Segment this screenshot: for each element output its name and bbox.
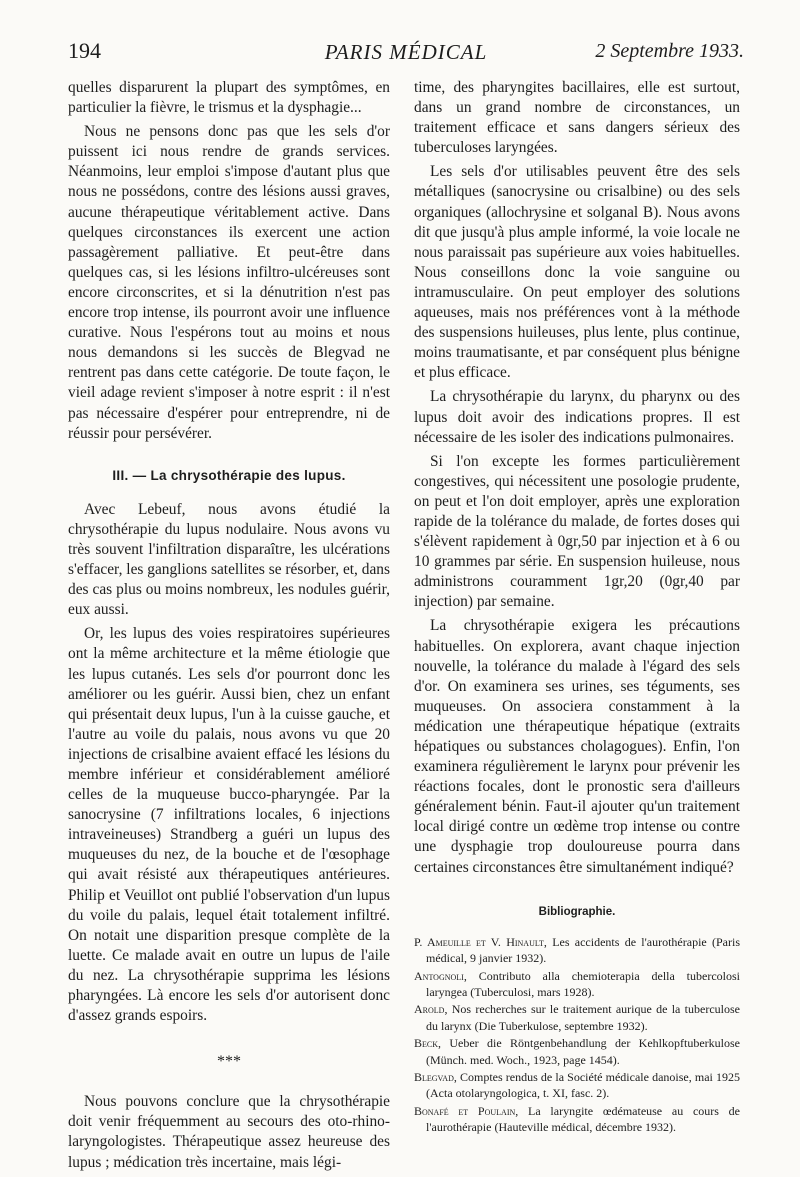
paragraph: quelles disparurent la plupart des symptômes, en particulier la fièvre, le trismus et la dysphagie...	[68, 79, 390, 117]
bibliography-list	[414, 934, 740, 1136]
issue-date: 2 Septembre 1933.	[595, 40, 744, 62]
bibliography-entry: Antognoli, Contributo alla chemioterapia della tubercolosi laryngea (Tuberculosi, mars 1928).	[414, 968, 740, 999]
bibliography-entry: Blegvad, Comptes rendus de la Société médicale danoise, mai 1925 (Acta otolaryngologica, t. XI, fasc. 2).	[414, 1070, 740, 1101]
paragraph: Si l'on excepte les formes particulièrement congestives, qui nécessitent une posologie prudente, on peut et l'on doit employer, après une exploration rapide de la tolérance du malade, de fortes doses qui s'élèvent rapidement à 0gr,50 par injection et à 6 ou 10 grammes par série. En suspension huileuse, nous administrons couramment 1gr,20 (0gr,40 par injection) par semaine.	[414, 452, 740, 611]
paragraph: La chrysothérapie du larynx, du pharynx ou des lupus doit avoir des indications propres. Il est nécessaire de les isoler des indications pulmonaires.	[414, 388, 740, 446]
paragraph: time, des pharyngites bacillaires, elle est surtout, dans un grand nombre de circonstances, un traitement efficace et sans dangers sérieux des tuberculoses laryngées.	[414, 79, 740, 157]
paragraph: Nous ne pensons donc pas que les sels d'or puissent ici nous rendre de grands services. Néanmoins, leur emploi s'impose d'autant plus que nous ne possédons, contre des lésions aussi graves, aucune thérapeutique véritablement active. Dans quelques circonstances ils exercent une action passagèrement palliative. Et peut-être dans quelques cas, si les lésions infiltro-ulcéreuses sont encore circonscrites, et si la dénutrition n'est pas encore trop intense, ils pourront avoir une influence curative. Nous l'espérons tout au moins et nous nous demandons si les succès de Blegvad ne rentrent pas dans cette catégorie. De toute façon, le vieil adage revient s'imposer à notre esprit : il n'est pas nécessaire d'espérer pour entreprendre, ni de réussir pour persévérer.	[68, 123, 390, 442]
paragraph: Nous pouvons conclure que la chrysothérapie doit venir fréquemment au secours des oto-rhino-laryngologistes. Thérapeutique assez heureuse des lupus ; médication très incertaine, mais légi-	[68, 1093, 390, 1171]
bibliography-heading: Bibliographie.	[538, 905, 616, 918]
bibliography-entry: P. Ameuille et V. Hinault, Les accidents de l'aurothérapie (Paris médical, 9 janvier 1932).	[414, 934, 741, 966]
asterism-divider: ***	[217, 1053, 241, 1071]
paragraph: La chrysothérapie exigera les précautions habituelles. On explorera, avant chaque injection nouvelle, la tolérance du malade à l'égard des sels d'or. On examinera ses urines, ses téguments, ses muqueuses. On associera constamment à la médication une thérapeutique hépatique (extraits hépatiques ou substances cholagogues). Enfin, l'on examinera régulièrement le larynx pour prévenir les réactions focales, dont le pronostic sera d'ailleurs généralement bénin. Faut-il ajouter qu'un traitement local dirigé contre un œdème trop intense ou contre une dysphagie trop douloureuse pourra dans certaines circonstances être simultanément indiqué?	[414, 617, 740, 876]
page-number: 194	[68, 38, 101, 63]
right-column	[414, 78, 740, 1137]
bibliography-entry: Arold, Nos recherches sur le traitement aurique de la tuberculose du larynx (Die Tuberkulose, septembre 1932).	[414, 1002, 740, 1033]
paragraph: Or, les lupus des voies respiratoires supérieures ont la même architecture et la même étiologie que les lupus cutanés. Les sels d'or pourront donc les améliorer ou les guérir. Aussi bien, chez un enfant qui présentait deux lupus, l'un à la cuisse gauche, et l'autre au voile du palais, nous avons vu que 20 injections de crisalbine avaient effacé les lésions du membre inférieur et considérablement amélioré celles de la muqueuse bucco-pharyngée. Par la sanocrysine (7 infiltrations locales, 6 injections intraveineuses) Strandberg a guéri un lupus des muqueuses du nez, de la bouche et de l'œsophage qui avait résisté aux thérapeutiques antérieures. Philip et Veuillot ont publié l'observation d'un lupus du voile du palais, lequel était totalement infiltré. On notait une disparition presque complète de la luette. Ce malade avait en outre un lupus de l'aile du nez. La chrysothérapie supprima les lésions pharyngées. Là encore les sels d'or autorisent donc d'assez grands espoirs.	[68, 625, 390, 1025]
journal-title: PARIS MÉDICAL	[324, 40, 488, 64]
paragraph: Les sels d'or utilisables peuvent être des sels métalliques (sanocrysine ou crisalbine) ou des sels organiques (allochrysine et solganal B). Nous avons dit que jusqu'à plus ample informé, la voie locale ne nous paraissait pas supérieure aux voies habituelles. Nous conseillons donc la voie sanguine ou intramusculaire. On peut employer des solutions aqueuses, mais nos préférences vont à la méthode des suspensions huileuses, plus lente, plus continue, moins traumatisante, et par conséquent plus bénigne et plus efficace.	[414, 163, 740, 382]
paragraph: Avec Lebeuf, nous avons étudié la chrysothérapie du lupus nodulaire. Nous avons vu très souvent l'infiltration disparaître, les ulcérations s'effacer, les ganglions satellites se résorber, et, dans des cas plus ou moins nombreux, les nodules guérir, eux aussi.	[68, 500, 390, 619]
bibliography-entry: Bonafé et Poulain, La laryngite œdémateuse au cours de l'aurothérapie (Hauteville médical, décembre 1932).	[414, 1103, 741, 1135]
bibliography-entry: Beck, Ueber die Röntgenbehandlung der Kehlkopftuberkulose (Münch. med. Woch., 1923, page 1454).	[414, 1036, 740, 1067]
page-header	[68, 38, 744, 68]
left-column	[68, 78, 390, 1177]
section-heading: III. — La chrysothérapie des lupus.	[112, 467, 346, 483]
